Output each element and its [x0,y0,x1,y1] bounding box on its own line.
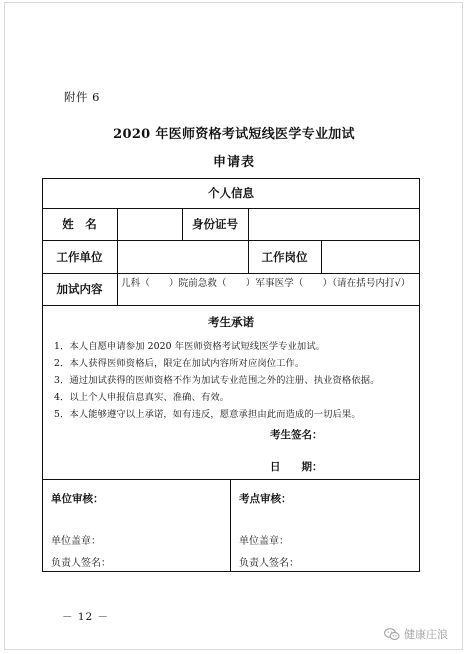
unit-responsible-label: 负责人签名： [51,558,111,569]
personal-info-header: 个人信息 [208,186,254,200]
exam-site-seal-label: 单位盖章： [239,536,289,547]
unit-seal-label: 单位盖章： [51,536,101,547]
document-title: 2020 年医师资格考试短线医学专业加试 [113,127,355,142]
date-label: 日 期： [270,461,323,473]
page-number: － 12 － [62,611,110,623]
form-border-bottom [42,571,420,572]
pledge-item: 4．以上个人申报信息真实、准确、有效。 [54,392,230,403]
row-divider [42,479,420,480]
form-border-right [419,178,420,572]
document-subtitle: 申请表 [212,155,255,170]
exam-site-responsible-label: 负责人签名： [239,558,299,569]
pledge-item: 3．通过加试获得的医师资格不作为加试专业范围之外的注册、执业资格依据。 [54,375,380,386]
candidate-signature-label: 考生签名： [270,429,323,441]
pledge-item: 2．本人获得医师资格后，限定在加试内容所对应岗位工作。 [54,358,305,369]
attachment-label: 附件 6 [64,90,100,104]
post-label: 工作岗位 [261,249,308,264]
watermark-text: 健康庄浪 [404,628,448,641]
pledge-header: 考生承诺 [208,315,254,329]
column-divider [230,479,231,571]
exam-content-options[interactable]: 儿科（ ）院前急救（ ）军事医学（ ）（请在括号内打√） [121,278,411,289]
exam-site-review-label: 考点审核： [239,493,292,505]
watermark [384,626,448,642]
row-divider [42,305,420,306]
exam-content-label: 加试内容 [56,282,103,296]
application-form [42,178,420,572]
pledge-item: 5．本人能够遵守以上承诺，如有违反，愿意承担由此而造成的一切后果。 [54,409,361,420]
post-field[interactable] [322,241,419,273]
id-number-field[interactable] [249,209,419,240]
wechat-icon [384,628,400,641]
unit-review-label: 单位审核： [51,493,104,505]
employer-label: 工作单位 [56,249,103,264]
employer-field[interactable] [118,241,248,273]
pledge-item: 1．本人自愿申请参加 2020 年医师资格考试短线医学专业加试。 [54,341,326,352]
name-field[interactable] [118,209,182,240]
id-number-label: 身份证号 [192,217,238,231]
name-label: 姓 名 [62,217,97,231]
